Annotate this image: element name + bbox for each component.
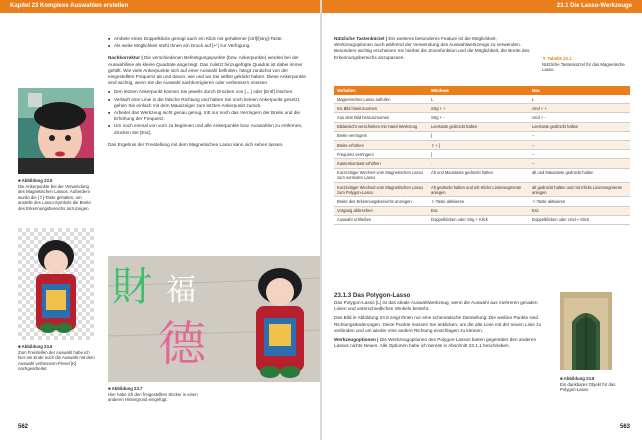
right-intro-paragraph [334,36,530,64]
table-cell: Kantenkontrast erhöhen [334,159,428,168]
table-cell: Alt und Maustaste gedrückt halten [428,168,529,182]
caption-text: Hier habe ich den freigestellten Sticker in einen anderen Hintergrund eingefügt. [108,391,198,402]
table-cell: Strg + + [428,104,529,113]
table-cell: – [529,150,630,159]
table-cell: Strg + - [428,113,529,122]
page-number-left: 562 [18,424,29,430]
table-cell: – [529,141,630,150]
table-header-cell: Vorhaben [334,86,428,95]
portrait-graffiti-svg [18,88,94,174]
table-cell: L [428,95,529,104]
figure-23-7-caption [108,386,208,403]
caption-title: ▼ Tabelle 23.1 [542,56,572,61]
table-row [334,104,630,113]
figure-23-8-image [560,292,612,370]
table-cell: . [428,159,529,168]
paragraph-nachkorrektur [108,55,308,86]
graffiti-glyph-2: 德 [158,316,207,372]
table-cell: alt gedrückt halten und mit Klicks Liniensegmente anlegen [529,183,630,197]
graffiti-glyph-1: 財 [112,264,152,310]
table-row [334,215,630,224]
table-cell: Ins Bild hineinzoomen [334,104,428,113]
figure-23-6-caption [18,344,96,372]
table-row [334,197,630,206]
table-cell: Magnetisches Lasso aufrufen [334,95,428,104]
bullet-item: ■ Arbeitet das Werkzeug nicht genau genug, tritt nur noch das Verringern der Breite und die Erhöhung der Frequenz. [108,110,308,122]
left-page [0,0,320,440]
polygon-lasso-section [334,292,544,352]
table-row [334,122,630,131]
paragraph-result: Das Ergebnis der Freistellung mit dem Magnetischen Lasso kann sich sehen lassen. [108,141,284,147]
table-header-row [334,86,630,95]
caption-title: ■ Abbildung 23.6 [18,344,53,349]
doll-sticker [256,268,304,378]
figure-23-7-image [108,256,320,382]
paragraph-body: Ein weiteres besonderes Feature ist die Möglichkeit, Werkzeugoptionen auch während der Verwendung des Auswahlwerkzeugs zu verwenden. Besonders wichtig erscheinen mir hierbei die Zoomfunktion und die Möglichkeit, die Breite des Erkennungsbereichs anzupassen. [334,36,530,60]
bullet-item: ■ Den letzten Ankerpunkt können Sie jeweils durch Drücken von [←] oder [Entf] löschen. [108,89,308,95]
shortcut-table [334,86,630,225]
door-arch-svg [560,292,612,370]
table-cell: Aus dem Bild herauszoomen [334,113,428,122]
table-cell: – [529,131,630,140]
table-row [334,95,630,104]
bullet-item: ■ Ambele eines Doppelklicks genügt auch ein Klick mit gehaltener [ctrl]/[strg]-Taste. [108,36,308,42]
table-cell: cmd + + [529,104,630,113]
table-cell: Doppelklicken oder cmd + Klick [529,215,630,224]
wall-composite-svg [108,256,320,382]
table-cell: Auswahl schließen [334,215,428,224]
table-cell: ⇪-Taste aktivieren [428,197,529,206]
table-cell: Frequenz verringern [334,150,428,159]
bullet-item: ■ Verläuft eine Linie in die falsche Richtung und haben Sie noch keinen Ankerpunkt gesetzt, gehen Sie einfach mit dem Mauszeiger zum letzten Ankerpunkt zurück. [108,97,308,109]
caption-text: Ein dankbares Objekt für das Polygon-Lasso [560,381,616,392]
bullet-item: ■ Um noch einmal von vorn zu beginnen und alle Ankerpunkte bzw. Auswahlen zu entfernen, drücken Sie [Esc]. [108,123,308,135]
table-cell: [ [428,131,529,140]
paragraph-title: Nützliche Tastenkürzel | [334,36,388,41]
doll-cutout-svg [18,228,94,340]
table-cell: Leertaste gedrückt halten [529,122,630,131]
figure-23-8-caption [560,376,632,393]
left-header-text: Kapitel 23 Komplexe Auswahlen erstellen [10,3,129,9]
caption-text: Die Ankerpunkte bei der Verwendung des Magnetischen Lassos. Außerdem wurde die [⇧]-Taste gehalten, um anstelle des Lasso-Symbols die Breite des Erkennungsbereichs anzuzeigen. [18,183,91,211]
table-header-cell: Mac [529,86,630,95]
table-row [334,113,630,122]
table-cell: Kurzzeitiger Wechsel vom Magnetischen Lasso zum Polygon-Lasso [334,183,428,197]
caption-title: ■ Abbildung 23.7 [108,386,143,391]
paragraph-title: Nachkorrektur | [108,55,143,61]
figure-23-6-image [18,228,94,340]
section-heading: 23.1.3 Das Polygon-Lasso [334,292,411,299]
caption-title: ■ Abbildung 23.5 [18,178,53,183]
right-page [322,0,642,440]
table-row [334,168,630,182]
table-row [334,206,630,215]
table-caption [542,56,630,73]
table-cell: Breite des Erkennungsbereichs anzeigen [334,197,428,206]
table-row [334,159,630,168]
table-cell: Bildansicht verschieben mit Hand-Werkzeug [334,122,428,131]
table-row [334,150,630,159]
caption-text: Nützliche Tastenkürzel für das Magnetische Lasso [542,61,625,72]
table-cell: Kurzzeitiger Wechsel vom Magnetischen Lasso zum normalen Lasso [334,168,428,182]
page-number-right: 563 [619,424,630,430]
right-header-text: 23.1 Die Lasso-Werkzeuge [556,3,632,9]
table-cell: – [529,159,630,168]
table-cell: Leertaste gedrückt halten [428,122,529,131]
table-cell: ⇪-Taste aktivieren [529,197,630,206]
table-cell: Esc [428,206,529,215]
table-body [334,95,630,225]
table-cell: [ [428,150,529,159]
graffiti-glyph-3: 福 [166,273,196,308]
table-cell: ⇧ + ] [428,141,529,150]
table-cell: Esc [529,206,630,215]
figure-23-5-caption [18,178,96,211]
table-cell: alt und Maustaste gedrückt halten [529,168,630,182]
left-text-column [108,36,308,151]
caption-text: Zum Freistellen der Auswahl habe ich hier am Ende noch die Auswahl mit dem Auswahl verbessern-Pinsel [K] nachgearbeitet. [18,349,95,371]
bullet-item: ■ Als weite Möglichkeit steht Ihnen ein Druck auf [↵] zur Verfügung. [108,43,308,49]
paragraph-body: Die verschiedenen Befestigungspunkte (bzw. Ankerpunkte) werden bei der Auswahllinie als kleine Quadrate angezeigt. Das zuletzt hinzugefügte Quadrat ist dabei immer gefüllt. Wie viele Ankerpunkte sich auf einer Auswahl befinden, hängt zunächst von der eingestellten Frequenz ab und davon, wie und wo Sie selbst geklickt haben. Diese Ankerpunkte sind wichtig, wenn Sie die Auswahl nachkorrigieren oder verbessern müssen. [108,55,307,86]
paragraph-options [334,337,544,349]
left-header-bar [0,0,320,13]
table-cell: Breite verringern [334,131,428,140]
paragraph-body: Die Werkzeugoptionen des Polygon-Lassos bieten gegenüber den anderen Lassos nichts Neues. Alle Optionen habe ich bereits in Abschnitt 23.1.1 beschrieben. [334,337,537,349]
figure-23-5-image [18,88,94,174]
table-header-cell: Windows [428,86,529,95]
table-row [334,183,630,197]
table-cell: Vorgang abbrechen [334,206,428,215]
section-paragraph-1: Das Polygon-Lasso [L] ist das ideale Auswahlwerkzeug, wenn die Auswahl aus mehreren geraden Linien und unterschiedlichen Winkeln besteht. [334,300,538,312]
table-row [334,141,630,150]
right-header-bar [322,0,642,13]
table-row [334,131,630,140]
table-cell: Alt gedrückt halten und mit Klicks Liniensegmente anlegen [428,183,529,197]
table-cell: L [529,95,630,104]
paragraph-title: Werkzeugoptionen | [334,337,379,343]
section-paragraph-2: Das Bild in Abbildung 23.8 zeigt Ihnen nur eine schematische Darstellung: Die weißen Punkte sind Richtungsänderungen. Diese Punkte müssen Sie anklicken, um die alte Linie mit der neuen Linie zu verbinden und um wieder eine andere Richtung einschlagen zu können. [334,315,542,333]
table-cell: cmd + - [529,113,630,122]
caption-title: ■ Abbildung 23.8 [560,376,595,381]
table-cell: Doppelklicken oder Strg + Klick [428,215,529,224]
table-cell: Breite erhöhen [334,141,428,150]
